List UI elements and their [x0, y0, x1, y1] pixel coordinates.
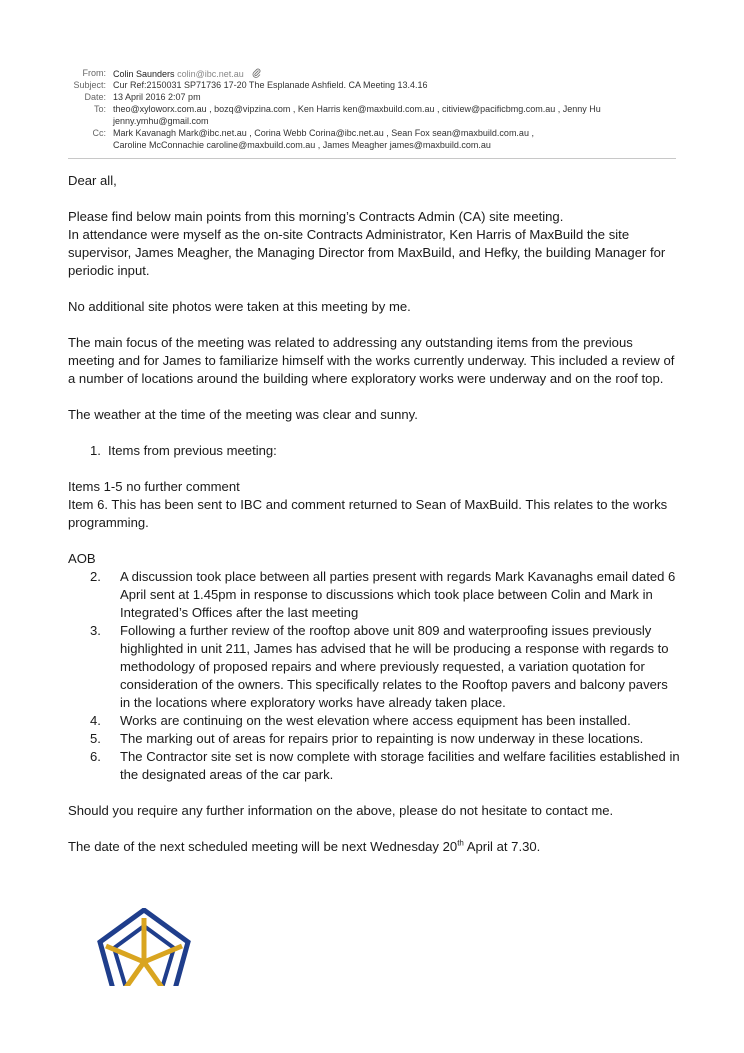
cc-recipients-line2[interactable]: Caroline McConnachie caroline@maxbuild.com.au , James Meagher james@maxbuild.com.au — [113, 140, 491, 150]
item-6-paragraph: Item 6. This has been sent to IBC and comment returned to Sean of MaxBuild. This relates to the works programming. — [68, 497, 668, 530]
aob-list-item — [68, 568, 680, 622]
cc-recipients-line1[interactable]: Mark Kavanagh Mark@ibc.net.au , Corina Webb Corina@ibc.net.au , Sean Fox sean@maxbuild.com.au , — [113, 128, 534, 138]
aob-item-text: Following a further review of the rooftop above unit 809 and waterproofing issues previously highlighted in unit 211, James has advised that he will be producing a response with regards to methodology of proposed repairs and where previously requested, a variation quotation for consideration of the owners. This specifically relates to the Rooftop pavers and balcony pavers in the locations where exploratory works have already taken place. — [120, 623, 669, 710]
to-label: To: — [93, 104, 106, 114]
list-item-text: Items from previous meeting: — [108, 443, 277, 458]
subject-label: Subject: — [73, 80, 106, 90]
subject-value: Cur Ref:2150031 SP71736 17-20 The Esplanade Ashfield. CA Meeting 13.4.16 — [113, 80, 428, 90]
aob-item-text: The Contractor site set is now complete with storage facilities and welfare facilities established in the designated areas of the car park. — [120, 749, 680, 782]
closing-paragraph: Should you require any further information on the above, please do not hesitate to contact me. — [68, 803, 614, 818]
greeting: Dear all, — [68, 173, 117, 188]
aob-list-item — [68, 622, 680, 712]
next-meeting-paragraph — [68, 838, 680, 856]
date-label: Date: — [84, 92, 106, 102]
next-meeting-sup: th — [457, 838, 464, 848]
from-email[interactable]: colin@ibc.net.au — [177, 69, 244, 79]
to-recipients-line1[interactable]: theo@xyloworx.com.au , bozq@vipzina.com , Ken Harris ken@maxbuild.com.au , citiview@pacificbmg.com.au , Jenny Hu — [113, 104, 601, 114]
aob-item-number: 4. — [90, 713, 101, 728]
attendance-paragraph: In attendance were myself as the on-site Contracts Administrator, Ken Harris of MaxBuild the site supervisor, James Meagher, the Managing Director from MaxBuild, and Hefky, the building Manager for periodic input. — [68, 227, 666, 278]
to-recipients-line2[interactable]: jenny.ymhu@gmail.com — [113, 116, 209, 126]
list-item — [68, 442, 680, 460]
from-value — [113, 68, 261, 80]
next-meeting-pre: The date of the next scheduled meeting will be next Wednesday 20 — [68, 839, 458, 854]
aob-list-item — [68, 748, 680, 784]
company-logo-icon — [96, 908, 192, 986]
weather-paragraph: The weather at the time of the meeting was clear and sunny. — [68, 407, 418, 422]
header-divider — [68, 158, 676, 159]
photos-paragraph: No additional site photos were taken at this meeting by me. — [68, 299, 411, 314]
aob-list — [68, 568, 680, 784]
from-name[interactable]: Colin Saunders — [113, 69, 175, 79]
email-body — [68, 172, 680, 856]
intro-line: Please find below main points from this morning’s Contracts Admin (CA) site meeting. — [68, 209, 564, 224]
aob-item-number: 3. — [90, 623, 101, 638]
aob-item-number: 5. — [90, 731, 101, 746]
aob-list-item — [68, 730, 680, 748]
aob-item-text: The marking out of areas for repairs prior to repainting is now underway in these locations. — [120, 731, 644, 746]
list-item-number: 1. — [90, 443, 101, 458]
items-1-5-paragraph: Items 1-5 no further comment — [68, 479, 240, 494]
aob-item-text: A discussion took place between all parties present with regards Mark Kavanaghs email dated 6 April sent at 1.45pm in response to discussions which took place between Colin and Mark in Integrated’s Offices after the last meeting — [120, 569, 676, 620]
aob-heading: AOB — [68, 551, 96, 566]
cc-label: Cc: — [92, 128, 106, 138]
next-meeting-post: April at 7.30. — [463, 839, 541, 854]
aob-list-item — [68, 712, 680, 730]
paperclip-icon — [252, 69, 261, 79]
aob-item-number: 2. — [90, 569, 101, 584]
from-label: From: — [82, 68, 106, 78]
aob-item-number: 6. — [90, 749, 101, 764]
aob-item-text: Works are continuing on the west elevation where access equipment has been installed. — [120, 713, 631, 728]
numbered-list — [68, 442, 680, 460]
focus-paragraph: The main focus of the meeting was related to addressing any outstanding items from the previous meeting and for James to familiarize himself with the works currently underway. This included a review of a number of locations around the building where exploratory works were underway and on the roof top. — [68, 335, 675, 386]
date-value: 13 April 2016 2:07 pm — [113, 92, 201, 102]
